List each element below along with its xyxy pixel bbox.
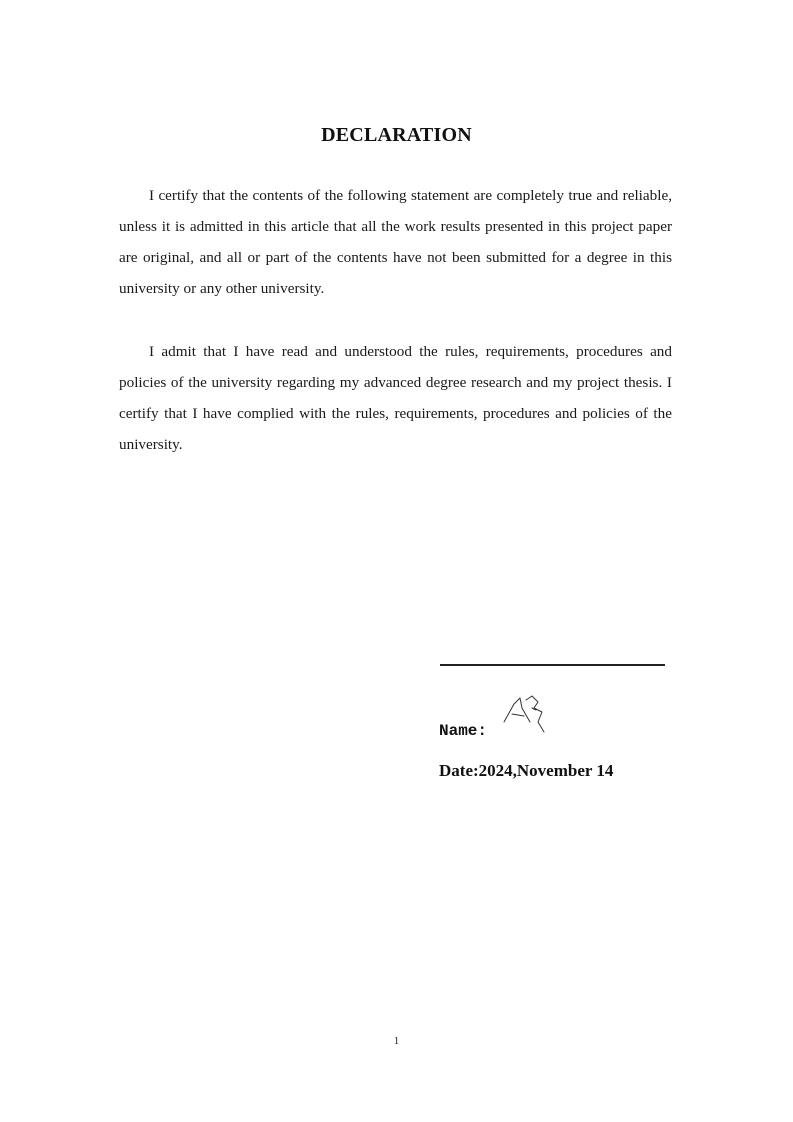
page-number: 1: [393, 1035, 400, 1047]
date-label: Date:2024,November 14: [439, 761, 614, 780]
declaration-paragraph-1: I certify that the contents of the following statement are completely true and reliable, unless it is admitted in this article that all the work results presented in this project paper are original, and all or part of the contents have not been submitted for a degree in this university or any other university.: [119, 187, 672, 297]
declaration-paragraph-2: I admit that I have read and understood the rules, requirements, procedures and policies of the university regarding my advanced degree research and my project thesis. I certify that I have complied with the rules, requirements, procedures and policies of the university.: [119, 343, 672, 453]
page-title: DECLARATION: [321, 124, 472, 146]
signature-line: [440, 664, 665, 666]
name-label: Name:: [439, 722, 488, 740]
handwritten-signature: [500, 692, 556, 736]
